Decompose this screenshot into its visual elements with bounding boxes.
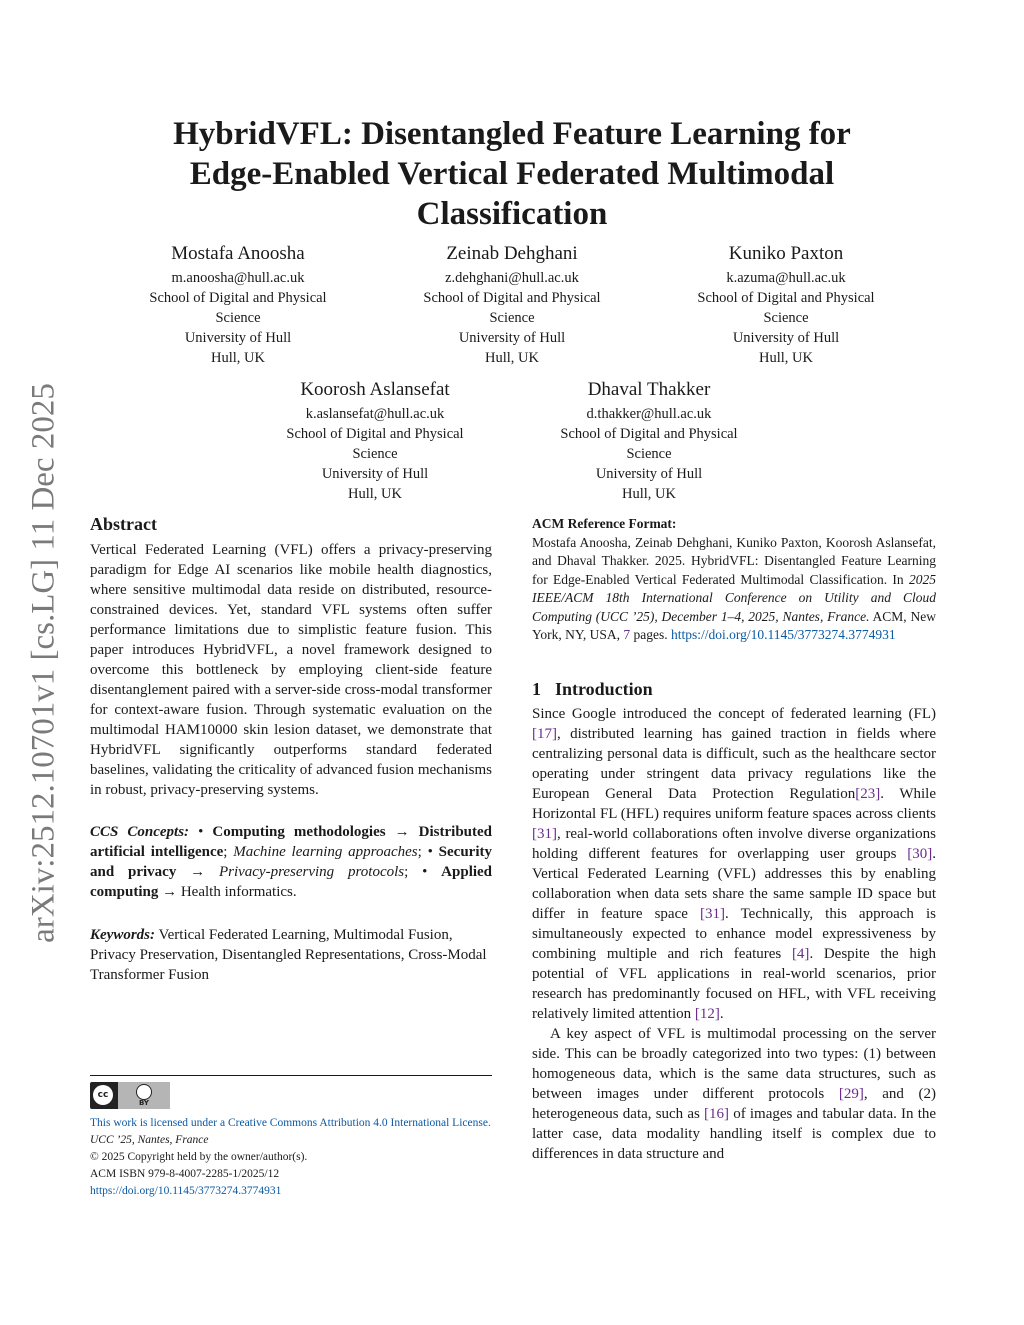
right-column bbox=[532, 515, 936, 1164]
author-dept: School of Digital and Physical bbox=[149, 290, 327, 306]
ccs-bullet: • bbox=[198, 824, 204, 840]
citation-link[interactable]: [31] bbox=[700, 905, 725, 922]
author-block bbox=[392, 242, 632, 368]
by-icon: BY bbox=[138, 1099, 150, 1107]
ccs-bullet: • bbox=[427, 844, 433, 860]
citation-link[interactable]: [4] bbox=[791, 945, 810, 962]
body-text: . Technically, this approach is simultaneously expected to enhance model expressiveness by combining multiple and rich features bbox=[532, 905, 936, 962]
cc-by-license-icon[interactable] bbox=[90, 1082, 170, 1109]
author-block bbox=[529, 378, 769, 504]
paper-title bbox=[120, 114, 904, 234]
author-dept-2: Science bbox=[352, 446, 398, 462]
body-text: , and (2) heterogeneous data, such as bbox=[532, 1085, 937, 1122]
citation-link[interactable]: [17] bbox=[532, 725, 557, 742]
body-text: . Vertical Federated Learning (VFL) addresses this by enabling collaboration when data sets share the same sample ID space but differ in feature space bbox=[532, 845, 936, 922]
author-location: Hull, UK bbox=[348, 486, 402, 502]
ccs-concept: Distributed artificial intelligence bbox=[90, 824, 492, 860]
ccs-separator: ; bbox=[417, 844, 422, 860]
author-block bbox=[255, 378, 495, 504]
author-dept-2: Science bbox=[626, 446, 672, 462]
abstract-heading: Abstract bbox=[90, 514, 157, 534]
left-column bbox=[90, 512, 492, 985]
ccs-concept: Health informatics. bbox=[180, 884, 297, 900]
title-line-3: Classification bbox=[416, 196, 608, 232]
ccs-concept: Security and privacy bbox=[90, 844, 492, 880]
footer-venue: UCC ’25, Nantes, France bbox=[90, 1134, 209, 1146]
author-location: Hull, UK bbox=[622, 486, 676, 502]
acm-ref-pages-word: pages. bbox=[633, 627, 668, 642]
citation-link[interactable]: [31] bbox=[532, 825, 557, 842]
acm-ref-publisher: ACM, New York, NY, USA, bbox=[532, 608, 936, 642]
author-university: University of Hull bbox=[732, 330, 840, 346]
author-dept: School of Digital and Physical bbox=[286, 426, 464, 442]
ccs-separator: ; bbox=[404, 864, 409, 880]
author-university: University of Hull bbox=[458, 330, 566, 346]
footer-copyright: © 2025 Copyright held by the owner/author(s). bbox=[90, 1151, 308, 1163]
author-location: Hull, UK bbox=[759, 350, 813, 366]
footer-divider bbox=[90, 1075, 492, 1076]
body-text: A key aspect of VFL is multimodal processing on the server side. This can be broadly categorized into two types: (1) between homogeneous data, which is the same data structures, such as between images under different protocols bbox=[532, 1025, 936, 1102]
acm-reference-text bbox=[532, 534, 936, 645]
body-text: , distributed learning has gained traction in fields where centralizing personal data is difficult, such as the healthcare sector operating under stringent data privacy regulations like the European General Data Protection Regulation bbox=[532, 725, 936, 802]
citation-link[interactable]: [16] bbox=[704, 1105, 730, 1122]
author-name: Dhaval Thakker bbox=[587, 379, 711, 400]
footer-notes bbox=[90, 1115, 560, 1200]
citation-link[interactable]: [29] bbox=[838, 1085, 864, 1102]
section-number: 1 bbox=[532, 678, 541, 699]
author-email[interactable]: m.anoosha@hull.ac.uk bbox=[171, 270, 305, 286]
body-text: , real-world collaborations often involve diverse organizations holding different features for overlapping user groups bbox=[532, 825, 936, 862]
abstract-text: Vertical Federated Learning (VFL) offers a privacy-preserving paradigm for Edge AI scenarios like mobile health diagnostics, where sensitive multimodal data reside on distributed, resource-constrained devices. Yet, standard VFL systems often suffer performance limitations due to simplistic feature fusion. This paper introduces HybridVFL, a novel framework designed to overcome this bottleneck by employing client-side feature disentanglement paired with a server-side cross-modal transformer for context-aware fusion. Through systematic evaluation on the multimodal HAM10000 skin lesion dataset, we demonstrate that HybridVFL significantly outperforms standard federated baselines, validating the criticality of advanced fusion mechanisms in robust, privacy-preserving systems. bbox=[90, 542, 492, 798]
ccs-concept: Privacy-preserving protocols bbox=[218, 864, 405, 880]
author-dept: School of Digital and Physical bbox=[423, 290, 601, 306]
author-block bbox=[118, 242, 358, 368]
footer-doi-link[interactable]: https://doi.org/10.1145/3773274.3774931 bbox=[90, 1185, 282, 1197]
body-text: of images and tabular data. In the latter case, data modality handling itself is complex due to differences in data structure and bbox=[532, 1105, 937, 1162]
author-location: Hull, UK bbox=[211, 350, 265, 366]
author-email[interactable]: k.aslansefat@hull.ac.uk bbox=[305, 406, 445, 422]
citation-link[interactable]: [12] bbox=[694, 1005, 720, 1022]
ccs-arrow: → bbox=[394, 824, 410, 840]
author-university: University of Hull bbox=[595, 466, 703, 482]
arxiv-id: arXiv:2512.10701v1 [cs.LG] 11 Dec 2025 bbox=[25, 382, 62, 943]
author-university: University of Hull bbox=[184, 330, 292, 346]
author-email[interactable]: z.dehghani@hull.ac.uk bbox=[445, 270, 579, 286]
ccs-concepts bbox=[90, 822, 492, 902]
keywords bbox=[90, 925, 492, 985]
acm-ref-doi-link[interactable]: https://doi.org/10.1145/3773274.3774931 bbox=[671, 627, 896, 642]
ccs-bullet: • bbox=[422, 864, 428, 880]
author-dept-2: Science bbox=[215, 310, 261, 326]
author-name: Koorosh Aslansefat bbox=[300, 379, 450, 400]
body-text: . Despite the high potential of VFL applications in real-world scenarios, prior research has predominantly focused on HFL, with VFL receiving relatively limited attention bbox=[532, 945, 936, 1022]
acm-ref-venue: 2025 IEEE/ACM 18th International Conference on Utility and Cloud Computing (UCC ’25), December 1–4, 2025, Nantes, France. bbox=[532, 571, 936, 624]
author-name: Zeinab Dehghani bbox=[446, 243, 578, 264]
cc-icon: cc bbox=[93, 1085, 113, 1105]
keywords-text: Vertical Federated Learning, Multimodal Fusion, Privacy Preservation, Disentangled Representations, Cross-Modal Transformer Fusion bbox=[90, 927, 487, 983]
ccs-concept: Computing methodologies bbox=[212, 824, 386, 840]
body-text: . While Horizontal FL (HFL) requires uniform feature spaces across clients bbox=[532, 785, 936, 822]
ccs-label: CCS Concepts: bbox=[90, 824, 190, 840]
author-location: Hull, UK bbox=[485, 350, 539, 366]
introduction-heading bbox=[532, 677, 936, 701]
author-university: University of Hull bbox=[321, 466, 429, 482]
author-dept-2: Science bbox=[489, 310, 535, 326]
body-text: Since Google introduced the concept of federated learning (FL) bbox=[532, 705, 936, 722]
ccs-arrow: → bbox=[190, 864, 206, 880]
author-email[interactable]: d.thakker@hull.ac.uk bbox=[586, 406, 712, 422]
author-email[interactable]: k.azuma@hull.ac.uk bbox=[726, 270, 846, 286]
arxiv-sidebar-stamp bbox=[24, 370, 64, 955]
author-dept: School of Digital and Physical bbox=[560, 426, 738, 442]
author-name: Mostafa Anoosha bbox=[171, 243, 305, 264]
intro-paragraph-2 bbox=[532, 1024, 936, 1164]
ccs-concept: Applied computing bbox=[90, 864, 493, 900]
ccs-concept: Machine learning approaches bbox=[233, 844, 418, 860]
body-text: . bbox=[719, 1005, 724, 1022]
author-name: Kuniko Paxton bbox=[728, 243, 844, 264]
acm-ref-pages-link[interactable]: 7 bbox=[623, 627, 631, 642]
title-line-2: Edge-Enabled Vertical Federated Multimodal bbox=[189, 156, 835, 192]
acm-ref-authors: Mostafa Anoosha, Zeinab Dehghani, Kuniko Paxton, Koorosh Aslansefat, and Dhaval Thakker. 2025. HybridVFL: Disentangled Feature Learning for Edge-Enabled Vertical Federated Multimodal Classification. In bbox=[532, 534, 936, 587]
section-title: Introduction bbox=[555, 678, 653, 699]
ccs-separator: ; bbox=[223, 844, 228, 860]
keywords-label: Keywords: bbox=[90, 927, 155, 943]
citation-link[interactable]: [30] bbox=[907, 845, 933, 862]
author-dept: School of Digital and Physical bbox=[697, 290, 875, 306]
license-link[interactable]: This work is licensed under a Creative Commons Attribution 4.0 International License. bbox=[90, 1117, 491, 1129]
author-dept-2: Science bbox=[763, 310, 809, 326]
citation-link[interactable]: [23] bbox=[855, 785, 881, 802]
author-block bbox=[666, 242, 906, 368]
ccs-arrow: → bbox=[162, 884, 178, 900]
attribution-person-icon bbox=[136, 1084, 152, 1100]
title-line-1: HybridVFL: Disentangled Feature Learning for bbox=[173, 116, 851, 152]
intro-paragraph-1 bbox=[532, 704, 936, 1024]
footer-isbn: ACM ISBN 979-8-4007-2285-1/2025/12 bbox=[90, 1168, 280, 1180]
acm-reference-heading: ACM Reference Format: bbox=[532, 516, 677, 531]
